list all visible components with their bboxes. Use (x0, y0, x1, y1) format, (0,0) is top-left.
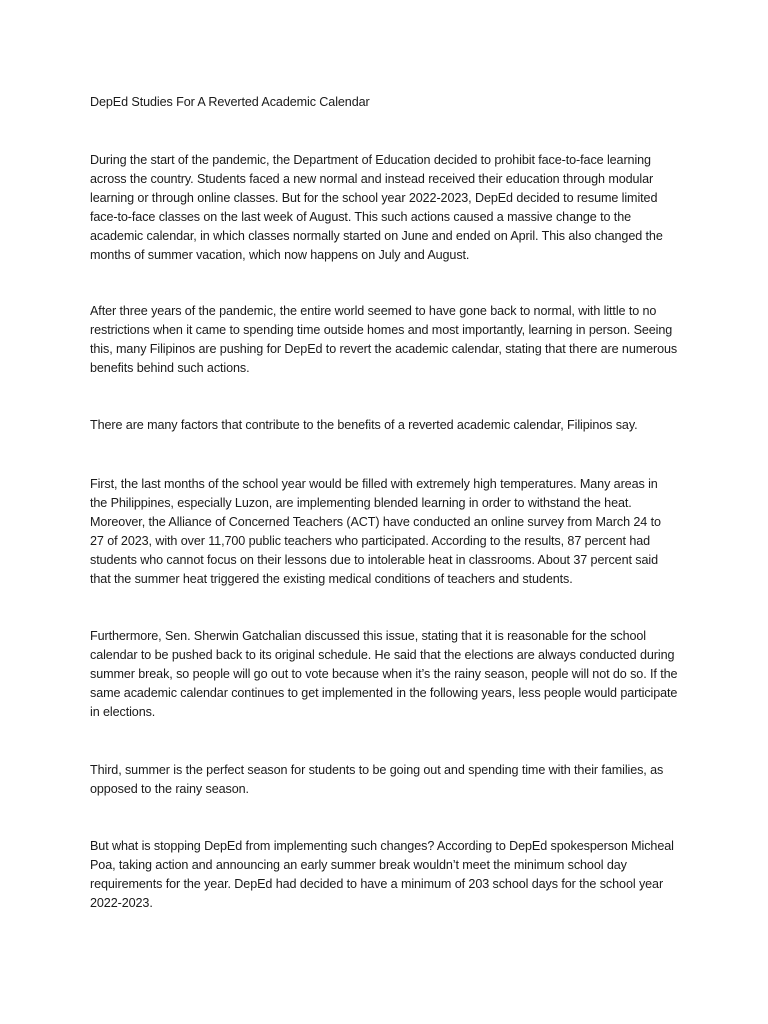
paragraph-summer-family-factor: Third, summer is the perfect season for students to be going out and spending time with their families, as opposed to the rainy season. (90, 763, 664, 796)
paragraph-elections-factor: Furthermore, Sen. Sherwin Gatchalian discussed this issue, stating that it is reasonable for the school calendar to be pushed back to its original schedule. He said that the elections are always conducted during summer break, so people will go out to vote because when it’s the rainy season, people will not do so. If the same academic calendar continues to get implemented in the following years, less people would participate in elections. (90, 629, 678, 719)
paragraph-revert-push: After three years of the pandemic, the entire world seemed to have gone back to normal, with little to no restrictions when it came to spending time outside homes and most importantly, learning in person. Seeing this, many Filipinos are pushing for DepEd to revert the academic calendar, stating that there are numerous benefits behind such actions. (90, 304, 678, 375)
paragraph-pandemic-context: During the start of the pandemic, the Department of Education decided to prohibit face-to-face learning across the country. Students faced a new normal and instead received their education through modular learning or through online classes. But for the school year 2022-2023, DepEd decided to resume limited face-to-face classes on the last week of August. This such actions caused a massive change to the academic calendar, in which classes normally started on June and ended on April. This also changed the months of summer vacation, which now happens on July and August. (90, 153, 663, 262)
paragraph-heat-factor: First, the last months of the school year would be filled with extremely high temperatures. Many areas in the Philippines, especially Luzon, are implementing blended learning in order to withstand the heat. Moreover, the Alliance of Concerned Teachers (ACT) have conducted an online survey from March 24 to 27 of 2023, with over 11,700 public teachers who participated. According to the results, 87 percent had students who cannot focus on their lessons due to intolerable heat in classrooms. About 37 percent said that the summer heat triggered the existing medical conditions of teachers and students. (90, 477, 661, 586)
paragraph-factors-intro: There are many factors that contribute to the benefits of a reverted academic calendar, Filipinos say. (90, 418, 638, 432)
document-title: DepEd Studies For A Reverted Academic Calendar (90, 95, 370, 109)
paragraph-deped-obstacle: But what is stopping DepEd from implementing such changes? According to DepEd spokesperson Micheal Poa, taking action and announcing an early summer break wouldn’t meet the minimum school day requirements for the year. DepEd had decided to have a minimum of 203 school days for the school year 2022-2023. (90, 839, 674, 910)
